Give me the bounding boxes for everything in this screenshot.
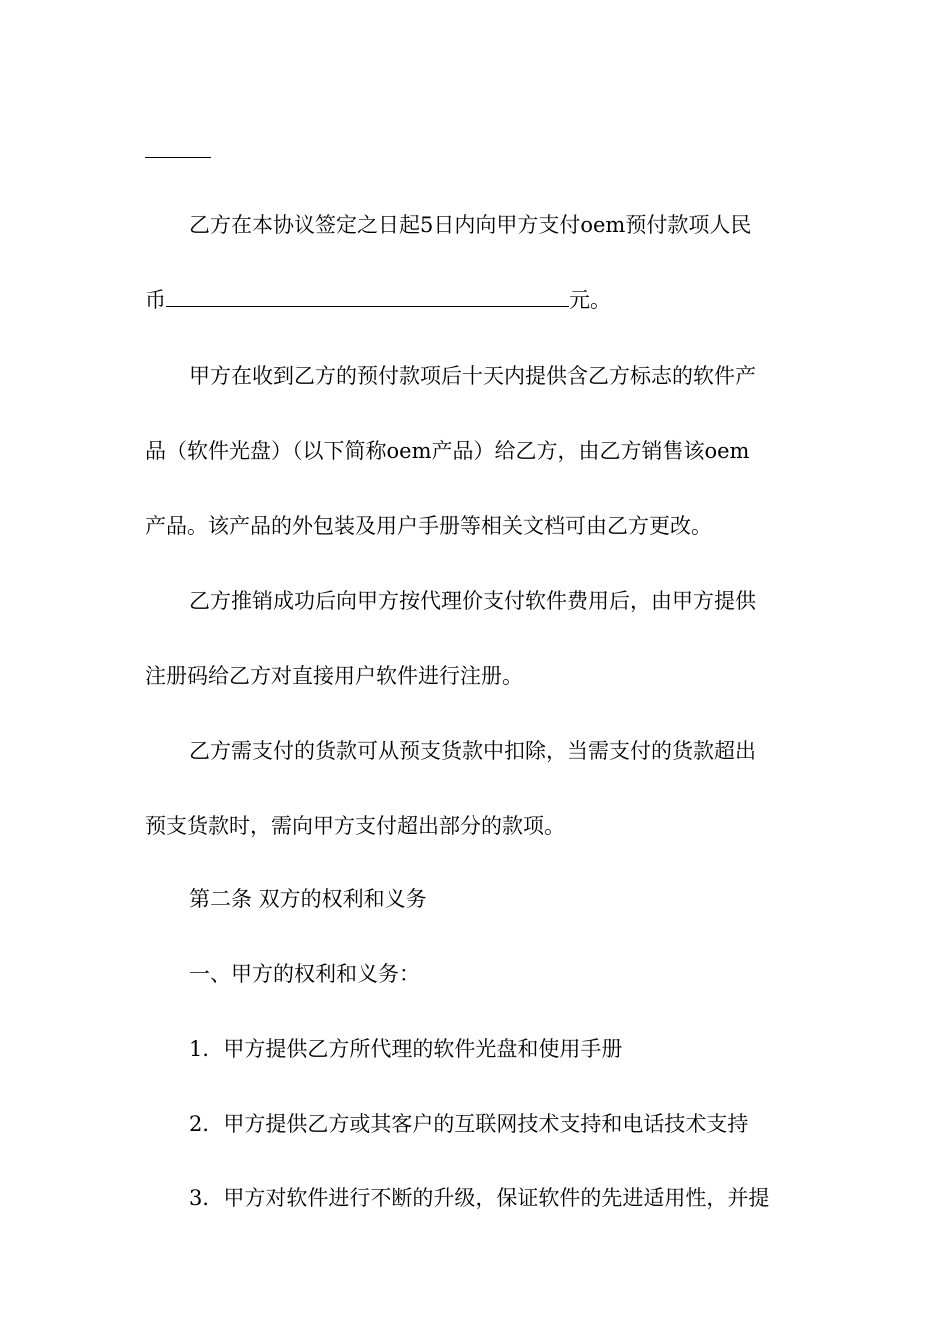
paragraph-3-line-1: 乙方推销成功后向甲方按代理价支付软件费用后，由甲方提供	[189, 589, 756, 613]
currency-suffix: 元。	[569, 288, 611, 312]
list-item-3: 3．甲方对软件进行不断的升级，保证软件的先进适用性，并提	[189, 1186, 770, 1210]
paragraph-2-line-1: 甲方在收到乙方的预付款项后十天内提供含乙方标志的软件产	[189, 364, 756, 388]
amount-blank-field	[166, 288, 569, 307]
paragraph-4-line-2: 预支货款时，需向甲方支付超出部分的款项。	[145, 814, 565, 838]
currency-prefix: 币	[145, 288, 166, 312]
paragraph-2-line-3: 产品。该产品的外包装及用户手册等相关文档可由乙方更改。	[145, 514, 712, 538]
list-item-2: 2．甲方提供乙方或其客户的互联网技术支持和电话技术支持	[189, 1112, 749, 1136]
paragraph-3-line-2: 注册码给乙方对直接用户软件进行注册。	[145, 664, 523, 688]
paragraph-1-line-1: 乙方在本协议签定之日起5日内向甲方支付oem预付款项人民	[189, 213, 752, 237]
list-item-1: 1．甲方提供乙方所代理的软件光盘和使用手册	[189, 1037, 623, 1061]
paragraph-4-line-1: 乙方需支付的货款可从预支货款中扣除，当需支付的货款超出	[189, 739, 756, 763]
article-2-heading: 第二条 双方的权利和义务	[189, 887, 427, 911]
top-underline-blank	[145, 157, 211, 158]
section-1-heading: 一、甲方的权利和义务：	[189, 962, 420, 986]
paragraph-2-line-2: 品（软件光盘）（以下简称oem产品）给乙方，由乙方销售该oem	[145, 439, 750, 463]
paragraph-1-line-2	[145, 285, 825, 315]
